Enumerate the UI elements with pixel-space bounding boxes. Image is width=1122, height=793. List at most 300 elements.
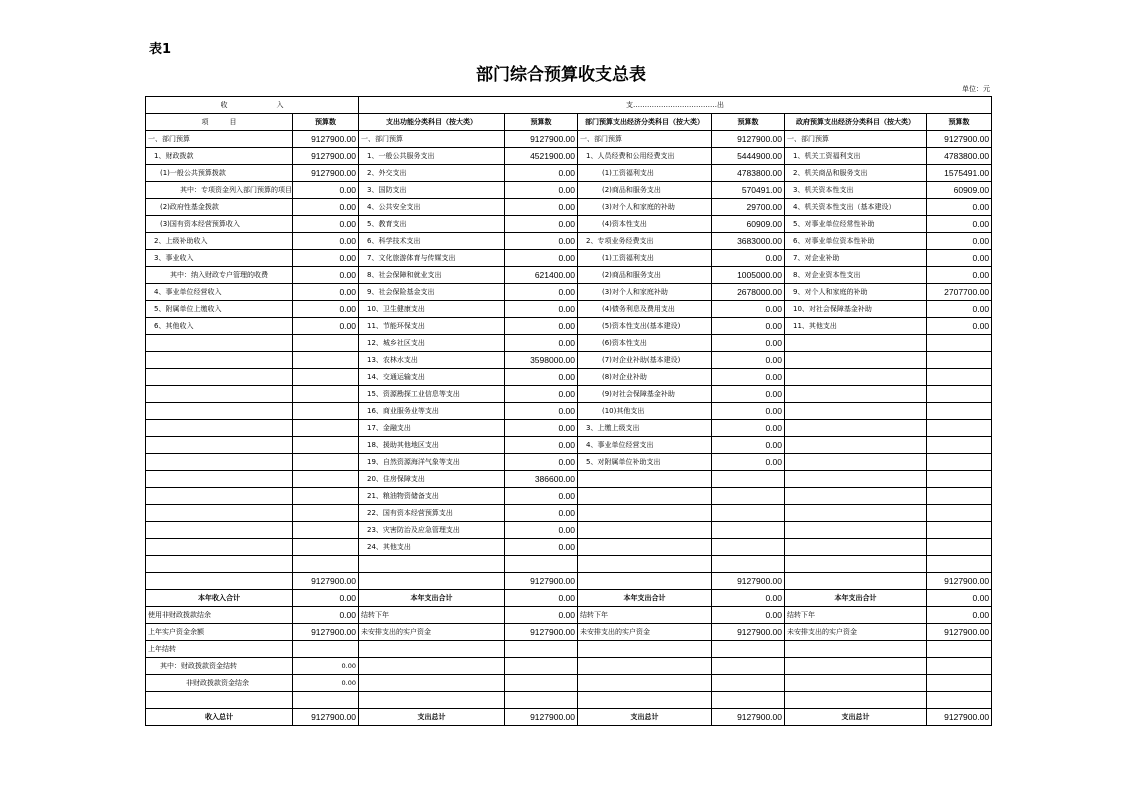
- empty-cell: [359, 692, 505, 709]
- gov-econ-item: [785, 335, 927, 352]
- table-row: [146, 573, 992, 590]
- table-row: [146, 522, 992, 539]
- income-budget: 0.00: [293, 199, 359, 216]
- income-budget: 9127900.00: [293, 131, 359, 148]
- func-budget: 0.00: [505, 233, 578, 250]
- func-item: 12、城乡社区支出: [359, 335, 505, 352]
- func-item: 24、其他支出: [359, 539, 505, 556]
- dept-econ-budget: 1005000.00: [712, 267, 785, 284]
- carry-next-label: 结转下年: [578, 607, 712, 624]
- carry-next-label: 结转下年: [785, 607, 927, 624]
- gov-econ-item: [785, 403, 927, 420]
- gov-econ-budget: [927, 335, 992, 352]
- gov-econ-budget: 0.00: [927, 250, 992, 267]
- func-budget: 4521900.00: [505, 148, 578, 165]
- dept-econ-budget: 9127900.00: [712, 131, 785, 148]
- income-item: (3)国有资本经营预算收入: [146, 216, 293, 233]
- gov-econ-budget: 0.00: [927, 301, 992, 318]
- table-row: [146, 148, 992, 165]
- dept-econ-item: 3、上缴上级支出: [578, 420, 712, 437]
- gov-econ-item: [785, 352, 927, 369]
- empty-cell: [293, 641, 359, 658]
- empty-cell: [578, 658, 712, 675]
- gov-econ-item: [785, 556, 927, 573]
- expense-total-value: 9127900.00: [927, 709, 992, 726]
- table-row: [146, 301, 992, 318]
- non-fiscal-balance-value: 0.00: [293, 607, 359, 624]
- col-dept-econ-header: 部门预算支出经济分类科目（按大类）: [578, 114, 712, 131]
- table-row: [146, 199, 992, 216]
- income-item: [146, 420, 293, 437]
- gov-econ-budget: [927, 505, 992, 522]
- non-fiscal-carry-value: 0.00: [293, 675, 359, 692]
- gov-econ-budget: 0.00: [927, 318, 992, 335]
- col-budget-header: 预算数: [927, 114, 992, 131]
- func-budget: 0.00: [505, 250, 578, 267]
- func-item: 16、商业服务业等支出: [359, 403, 505, 420]
- func-budget: 0.00: [505, 284, 578, 301]
- prev-fund-balance-label: 上年实户资金余额: [146, 624, 293, 641]
- gov-econ-budget: [927, 369, 992, 386]
- year-income-total-label: 本年收入合计: [146, 590, 293, 607]
- dept-econ-item: 1、人员经费和公用经费支出: [578, 148, 712, 165]
- func-item: 17、金融支出: [359, 420, 505, 437]
- func-budget: 9127900.00: [505, 573, 578, 590]
- empty-cell: [927, 692, 992, 709]
- func-item: 13、农林水支出: [359, 352, 505, 369]
- unarranged-label: 未安排支出的实户资金: [359, 624, 505, 641]
- table-label: 表1: [149, 42, 172, 57]
- income-item: [146, 556, 293, 573]
- empty-cell: [359, 658, 505, 675]
- func-item: 19、自然资源海洋气象等支出: [359, 454, 505, 471]
- gov-econ-budget: [927, 420, 992, 437]
- func-budget: 0.00: [505, 403, 578, 420]
- dept-econ-budget: 9127900.00: [712, 573, 785, 590]
- income-budget: [293, 471, 359, 488]
- prev-fund-balance-value: 9127900.00: [293, 624, 359, 641]
- dept-econ-budget: 0.00: [712, 369, 785, 386]
- gov-econ-budget: [927, 522, 992, 539]
- gov-econ-budget: [927, 454, 992, 471]
- table-row: [146, 556, 992, 573]
- dept-econ-item: [578, 522, 712, 539]
- gov-econ-item: [785, 471, 927, 488]
- dept-econ-budget: 0.00: [712, 352, 785, 369]
- gov-econ-item: 10、对社会保障基金补助: [785, 301, 927, 318]
- gov-econ-budget: 0.00: [927, 199, 992, 216]
- dept-econ-budget: [712, 522, 785, 539]
- dept-econ-budget: 0.00: [712, 454, 785, 471]
- dept-econ-budget: 0.00: [712, 335, 785, 352]
- table-row: [146, 437, 992, 454]
- empty-cell: [785, 675, 927, 692]
- income-budget: [293, 505, 359, 522]
- document-title: 部门综合预算收支总表: [476, 65, 646, 85]
- expense-total-value: 9127900.00: [712, 709, 785, 726]
- gov-econ-budget: 1575491.00: [927, 165, 992, 182]
- income-item: 6、其他收入: [146, 318, 293, 335]
- gov-econ-item: 一、部门预算: [785, 131, 927, 148]
- func-item: [359, 573, 505, 590]
- year-expense-total-value: 0.00: [505, 590, 578, 607]
- table-row: [146, 386, 992, 403]
- dept-econ-budget: 0.00: [712, 318, 785, 335]
- table-row: [146, 471, 992, 488]
- header-row-1: [146, 97, 992, 114]
- func-item: 4、公共安全支出: [359, 199, 505, 216]
- func-budget: 3598000.00: [505, 352, 578, 369]
- income-budget: [293, 352, 359, 369]
- gov-econ-item: [785, 539, 927, 556]
- gov-econ-budget: 0.00: [927, 267, 992, 284]
- table-row: [146, 420, 992, 437]
- dept-econ-budget: 0.00: [712, 403, 785, 420]
- income-item: 5、附属单位上缴收入: [146, 301, 293, 318]
- empty-cell: [712, 641, 785, 658]
- dept-econ-item: (2)商品和服务支出: [578, 267, 712, 284]
- gov-econ-item: [785, 454, 927, 471]
- func-budget: 0.00: [505, 420, 578, 437]
- col-budget-header: 预算数: [505, 114, 578, 131]
- dept-econ-budget: 60909.00: [712, 216, 785, 233]
- empty-cell: [359, 641, 505, 658]
- gov-econ-item: 6、对事业单位资本性补助: [785, 233, 927, 250]
- dept-econ-budget: [712, 556, 785, 573]
- grand-total-row: [146, 709, 992, 726]
- income-item: 其中：专项资金列入部门预算的项目: [146, 182, 293, 199]
- prev-carry-label: 上年结转: [146, 641, 293, 658]
- gov-econ-item: 11、其他支出: [785, 318, 927, 335]
- func-item: 2、外交支出: [359, 165, 505, 182]
- non-fiscal-carry-row: [146, 675, 992, 692]
- dept-econ-budget: 2678000.00: [712, 284, 785, 301]
- income-item: 2、上级补助收入: [146, 233, 293, 250]
- gov-econ-item: 9、对个人和家庭的补助: [785, 284, 927, 301]
- income-total-value: 9127900.00: [293, 709, 359, 726]
- income-header: 收 入: [146, 97, 359, 114]
- func-budget: 0.00: [505, 522, 578, 539]
- income-item: [146, 437, 293, 454]
- func-item: 18、援助其他地区支出: [359, 437, 505, 454]
- income-item: 1、财政拨款: [146, 148, 293, 165]
- dept-econ-item: [578, 556, 712, 573]
- expense-total-label: 支出总计: [359, 709, 505, 726]
- empty-cell: [785, 658, 927, 675]
- income-item: [146, 386, 293, 403]
- income-budget: 0.00: [293, 267, 359, 284]
- dept-econ-budget: 0.00: [712, 420, 785, 437]
- gov-econ-budget: [927, 471, 992, 488]
- func-budget: [505, 556, 578, 573]
- dept-econ-item: [578, 488, 712, 505]
- func-budget: 0.00: [505, 505, 578, 522]
- table-row: [146, 182, 992, 199]
- func-item: 11、节能环保支出: [359, 318, 505, 335]
- empty-cell: [505, 641, 578, 658]
- func-budget: 0.00: [505, 454, 578, 471]
- func-budget: 0.00: [505, 488, 578, 505]
- gov-econ-item: 7、对企业补助: [785, 250, 927, 267]
- func-budget: 0.00: [505, 437, 578, 454]
- header-row-2: [146, 114, 992, 131]
- income-item: [146, 403, 293, 420]
- func-budget: 0.00: [505, 318, 578, 335]
- empty-cell: [927, 675, 992, 692]
- income-item: [146, 522, 293, 539]
- year-expense-total-label: 本年支出合计: [578, 590, 712, 607]
- income-item: [146, 369, 293, 386]
- income-item: [146, 505, 293, 522]
- func-budget: 0.00: [505, 539, 578, 556]
- dept-econ-item: (5)资本性支出(基本建设): [578, 318, 712, 335]
- income-budget: [293, 522, 359, 539]
- gov-econ-budget: 9127900.00: [927, 131, 992, 148]
- dept-econ-item: 2、专项业务经费支出: [578, 233, 712, 250]
- empty-cell: [927, 641, 992, 658]
- empty-cell: [712, 658, 785, 675]
- dept-econ-item: (3)对个人和家庭补助: [578, 284, 712, 301]
- func-item: 7、文化旅游体育与传媒支出: [359, 250, 505, 267]
- func-item: 1、一般公共服务支出: [359, 148, 505, 165]
- dept-econ-item: (10)其他支出: [578, 403, 712, 420]
- gov-econ-budget: [927, 437, 992, 454]
- gov-econ-budget: [927, 488, 992, 505]
- table-row: [146, 488, 992, 505]
- table-row: [146, 403, 992, 420]
- gov-econ-budget: 0.00: [927, 233, 992, 250]
- col-item-header: 项 目: [146, 114, 293, 131]
- gov-econ-item: 3、机关资本性支出: [785, 182, 927, 199]
- carry-next-value: 0.00: [505, 607, 578, 624]
- dept-econ-budget: 4783800.00: [712, 165, 785, 182]
- dept-econ-budget: 3683000.00: [712, 233, 785, 250]
- gov-econ-budget: [927, 539, 992, 556]
- gov-econ-item: [785, 573, 927, 590]
- func-item: 23、灾害防治及应急管理支出: [359, 522, 505, 539]
- dept-econ-item: (2)商品和服务支出: [578, 182, 712, 199]
- dept-econ-budget: 29700.00: [712, 199, 785, 216]
- dept-econ-budget: 0.00: [712, 301, 785, 318]
- unarranged-value: 9127900.00: [505, 624, 578, 641]
- dept-econ-item: (6)资本性支出: [578, 335, 712, 352]
- table-row: [146, 505, 992, 522]
- income-item: [146, 454, 293, 471]
- income-item: 3、事业收入: [146, 250, 293, 267]
- gov-econ-item: [785, 437, 927, 454]
- gov-econ-budget: 0.00: [927, 216, 992, 233]
- income-budget: [293, 454, 359, 471]
- carry-next-label: 结转下年: [359, 607, 505, 624]
- gov-econ-item: 2、机关商品和服务支出: [785, 165, 927, 182]
- dept-econ-item: (4)债务利息及费用支出: [578, 301, 712, 318]
- empty-cell: [785, 692, 927, 709]
- table-row: [146, 216, 992, 233]
- func-item: 5、教育支出: [359, 216, 505, 233]
- expense-total-label: 支出总计: [578, 709, 712, 726]
- func-item: 22、国有资本经营预算支出: [359, 505, 505, 522]
- func-item: 21、粮油物资储备支出: [359, 488, 505, 505]
- table-row: [146, 233, 992, 250]
- income-budget: [293, 420, 359, 437]
- empty-cell: [505, 658, 578, 675]
- income-budget: 0.00: [293, 318, 359, 335]
- empty-cell: [578, 692, 712, 709]
- carry-row: [146, 607, 992, 624]
- gov-econ-budget: [927, 556, 992, 573]
- income-budget: [293, 556, 359, 573]
- func-budget: 9127900.00: [505, 131, 578, 148]
- func-budget: 0.00: [505, 335, 578, 352]
- empty-cell: [359, 675, 505, 692]
- dept-econ-item: 5、对附属单位补助支出: [578, 454, 712, 471]
- col-budget-header: 预算数: [712, 114, 785, 131]
- col-gov-econ-header: 政府预算支出经济分类科目（按大类）: [785, 114, 927, 131]
- col-budget-header: 预算数: [293, 114, 359, 131]
- func-budget: 0.00: [505, 182, 578, 199]
- dept-econ-item: (4)资本性支出: [578, 216, 712, 233]
- income-budget: 0.00: [293, 233, 359, 250]
- year-expense-total-value: 0.00: [927, 590, 992, 607]
- year-expense-total-label: 本年支出合计: [785, 590, 927, 607]
- func-item: 一、部门预算: [359, 131, 505, 148]
- gov-econ-budget: 2707700.00: [927, 284, 992, 301]
- income-budget: [293, 335, 359, 352]
- gov-econ-item: [785, 522, 927, 539]
- expense-total-value: 9127900.00: [505, 709, 578, 726]
- table-row: [146, 250, 992, 267]
- gov-econ-item: [785, 488, 927, 505]
- prev-carry-row: [146, 641, 992, 658]
- table-row: [146, 454, 992, 471]
- func-budget: 0.00: [505, 386, 578, 403]
- table-row: [146, 284, 992, 301]
- table-row: [146, 318, 992, 335]
- gov-econ-item: 1、机关工资福利支出: [785, 148, 927, 165]
- func-item: 15、资源勘探工业信息等支出: [359, 386, 505, 403]
- dept-econ-item: (1)工资福利支出: [578, 165, 712, 182]
- dept-econ-item: 一、部门预算: [578, 131, 712, 148]
- func-budget: 0.00: [505, 199, 578, 216]
- income-budget: [293, 369, 359, 386]
- gov-econ-item: [785, 420, 927, 437]
- func-budget: 0.00: [505, 165, 578, 182]
- func-item: 9、社会保险基金支出: [359, 284, 505, 301]
- dept-econ-budget: [712, 471, 785, 488]
- income-budget: [293, 386, 359, 403]
- dept-econ-budget: [712, 539, 785, 556]
- income-budget: 9127900.00: [293, 573, 359, 590]
- year-expense-total-label: 本年支出合计: [359, 590, 505, 607]
- fiscal-carry-value: 0.00: [293, 658, 359, 675]
- dept-econ-item: (8)对企业补助: [578, 369, 712, 386]
- income-item: (2)政府性基金拨款: [146, 199, 293, 216]
- unarranged-value: 9127900.00: [927, 624, 992, 641]
- income-item: 其中：纳入财政专户管理的收费: [146, 267, 293, 284]
- income-budget: 0.00: [293, 284, 359, 301]
- gov-econ-item: 8、对企业资本性支出: [785, 267, 927, 284]
- income-item: (1)一般公共预算拨款: [146, 165, 293, 182]
- fund-balance-row: [146, 624, 992, 641]
- income-item: [146, 488, 293, 505]
- gov-econ-item: [785, 369, 927, 386]
- func-item: 14、交通运输支出: [359, 369, 505, 386]
- unit-note: 单位：元: [962, 85, 990, 93]
- dept-econ-budget: 570491.00: [712, 182, 785, 199]
- gov-econ-budget: 4783800.00: [927, 148, 992, 165]
- income-budget: [293, 403, 359, 420]
- dept-econ-item: (1)工资福利支出: [578, 250, 712, 267]
- unarranged-label: 未安排支出的实户资金: [785, 624, 927, 641]
- dept-econ-budget: 0.00: [712, 437, 785, 454]
- income-budget: [293, 539, 359, 556]
- non-fiscal-carry-label: 非财政拨款资金结余: [146, 675, 293, 692]
- gov-econ-budget: [927, 403, 992, 420]
- func-item: 3、国防支出: [359, 182, 505, 199]
- dept-econ-item: (9)对社会保障基金补助: [578, 386, 712, 403]
- func-budget: 0.00: [505, 301, 578, 318]
- table-row: [146, 267, 992, 284]
- dept-econ-item: [578, 505, 712, 522]
- year-income-total-value: 0.00: [293, 590, 359, 607]
- gov-econ-item: 5、对事业单位经常性补助: [785, 216, 927, 233]
- income-budget: [293, 437, 359, 454]
- dept-econ-item: [578, 573, 712, 590]
- year-total-row: [146, 590, 992, 607]
- empty-cell: [505, 692, 578, 709]
- dept-econ-budget: [712, 505, 785, 522]
- func-item: 8、社会保障和就业支出: [359, 267, 505, 284]
- carry-next-value: 0.00: [927, 607, 992, 624]
- income-budget: [293, 488, 359, 505]
- income-budget: 9127900.00: [293, 148, 359, 165]
- empty-cell: [712, 692, 785, 709]
- empty-cell: [712, 675, 785, 692]
- func-item: 20、住房保障支出: [359, 471, 505, 488]
- empty-cell: [578, 675, 712, 692]
- income-item: 一、部门预算: [146, 131, 293, 148]
- budget-summary-table: [145, 96, 992, 726]
- gov-econ-budget: [927, 386, 992, 403]
- income-item: [146, 352, 293, 369]
- func-item: 6、科学技术支出: [359, 233, 505, 250]
- unarranged-label: 未安排支出的实户资金: [578, 624, 712, 641]
- fiscal-carry-row: [146, 658, 992, 675]
- income-budget: 0.00: [293, 182, 359, 199]
- gov-econ-budget: 60909.00: [927, 182, 992, 199]
- func-budget: 0.00: [505, 369, 578, 386]
- gov-econ-budget: 9127900.00: [927, 573, 992, 590]
- empty-cell: [293, 692, 359, 709]
- blank-row: [146, 692, 992, 709]
- income-total-label: 收入总计: [146, 709, 293, 726]
- income-budget: 0.00: [293, 301, 359, 318]
- dept-econ-item: 4、事业单位经营支出: [578, 437, 712, 454]
- empty-cell: [146, 692, 293, 709]
- dept-econ-budget: 0.00: [712, 386, 785, 403]
- empty-cell: [927, 658, 992, 675]
- income-item: [146, 539, 293, 556]
- income-item: [146, 573, 293, 590]
- dept-econ-item: (3)对个人和家庭的补助: [578, 199, 712, 216]
- func-item: [359, 556, 505, 573]
- dept-econ-budget: 5444900.00: [712, 148, 785, 165]
- table-row: [146, 335, 992, 352]
- income-item: 4、事业单位经营收入: [146, 284, 293, 301]
- dept-econ-item: (7)对企业补助(基本建设): [578, 352, 712, 369]
- income-item: [146, 335, 293, 352]
- carry-next-value: 0.00: [712, 607, 785, 624]
